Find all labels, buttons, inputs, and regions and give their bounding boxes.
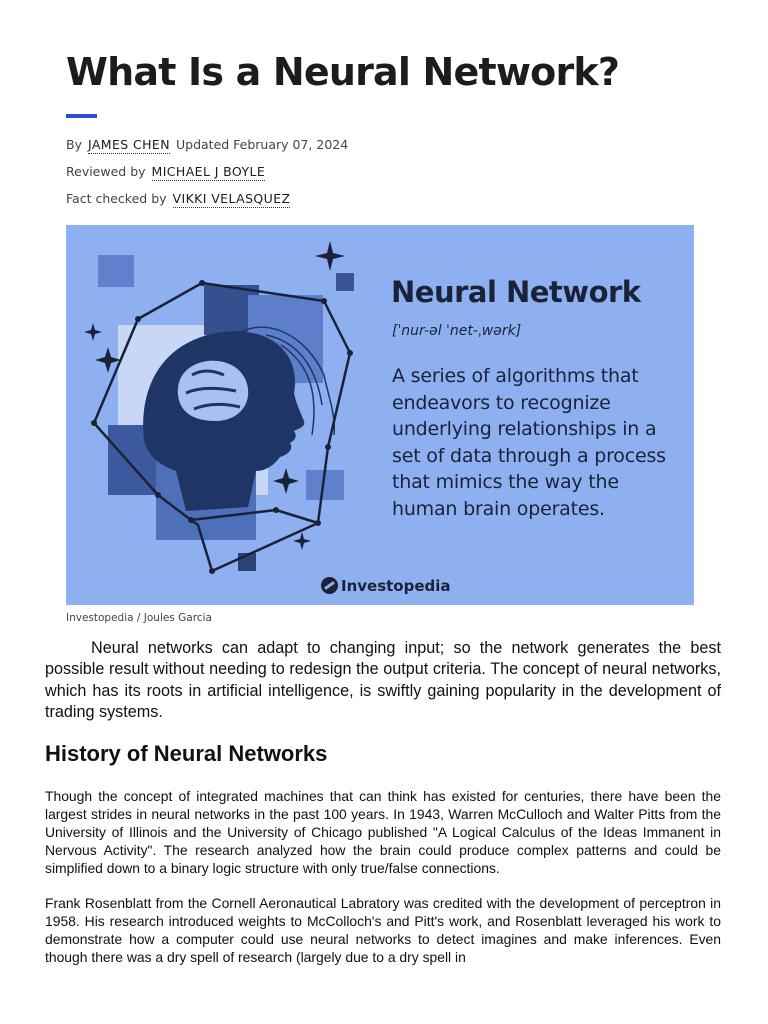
logo-text: Investopedia [341, 577, 451, 595]
investopedia-logo-icon [321, 577, 338, 594]
history-paragraph-2: Frank Rosenblatt from the Cornell Aeronautical Labratory was credited with the development of perceptron in 1958. His research introduced weights to McColloch's and Pitt's work, and Rosenblatt leveraged his work to demonstrate how a computer could use neural networks to detect imagines and make inferences. Even though there was a dry spell of research (largely due to a dry spell in [45, 895, 721, 965]
reviewer-link[interactable]: MICHAEL J BOYLE [151, 164, 266, 179]
section-heading: History of Neural Networks [45, 741, 328, 766]
updated-date: Updated February 07, 2024 [175, 137, 349, 152]
factcheck-prefix: Fact checked by [66, 191, 167, 206]
history-paragraph-1: Though the concept of integrated machines that can think has existed for centuries, there have been the largest strides in neural networks in the past 100 years. In 1943, Warren McCulloch and Walter Pitts from the University of Illinois and the University of Chicago published "A Logical Calculus of the Ideas Immanent in Nervous Activity". The research analyzed how the brain could produce complex patterns and could be simplified down to a binary logic structure with only true/false connections. [45, 788, 721, 876]
hero-heading: Neural Network [391, 275, 641, 309]
title-accent-bar [66, 114, 97, 118]
factcheck-byline [66, 191, 290, 208]
image-caption: Investopedia / Joules Garcia [66, 612, 212, 624]
intro-paragraph: Neural networks can adapt to changing input; so the network generates the best possible result without needing to redesign the output criteria. The concept of neural networks, which has its roots in artificial intelligence, is swiftly gaining popularity in the development of trading systems. [45, 639, 721, 721]
hero-phonetic: [ˈnur-əl ˈnet-ˌwərk] [392, 323, 522, 339]
factchecker-link[interactable]: VIKKI VELASQUEZ [172, 191, 291, 206]
reviewer-byline [66, 164, 265, 181]
investopedia-logo [321, 577, 451, 595]
hero-image [66, 225, 694, 605]
reviewer-prefix: Reviewed by [66, 164, 146, 179]
author-prefix: By [66, 137, 82, 152]
article-title: What Is a Neural Network? [66, 50, 620, 94]
author-byline [66, 137, 348, 154]
hero-definition: A series of algorithms that endeavors to recognize underlying relationships in a set of data through a process that mimics the way the human brain operates. [392, 365, 666, 520]
author-link[interactable]: JAMES CHEN [87, 137, 170, 152]
